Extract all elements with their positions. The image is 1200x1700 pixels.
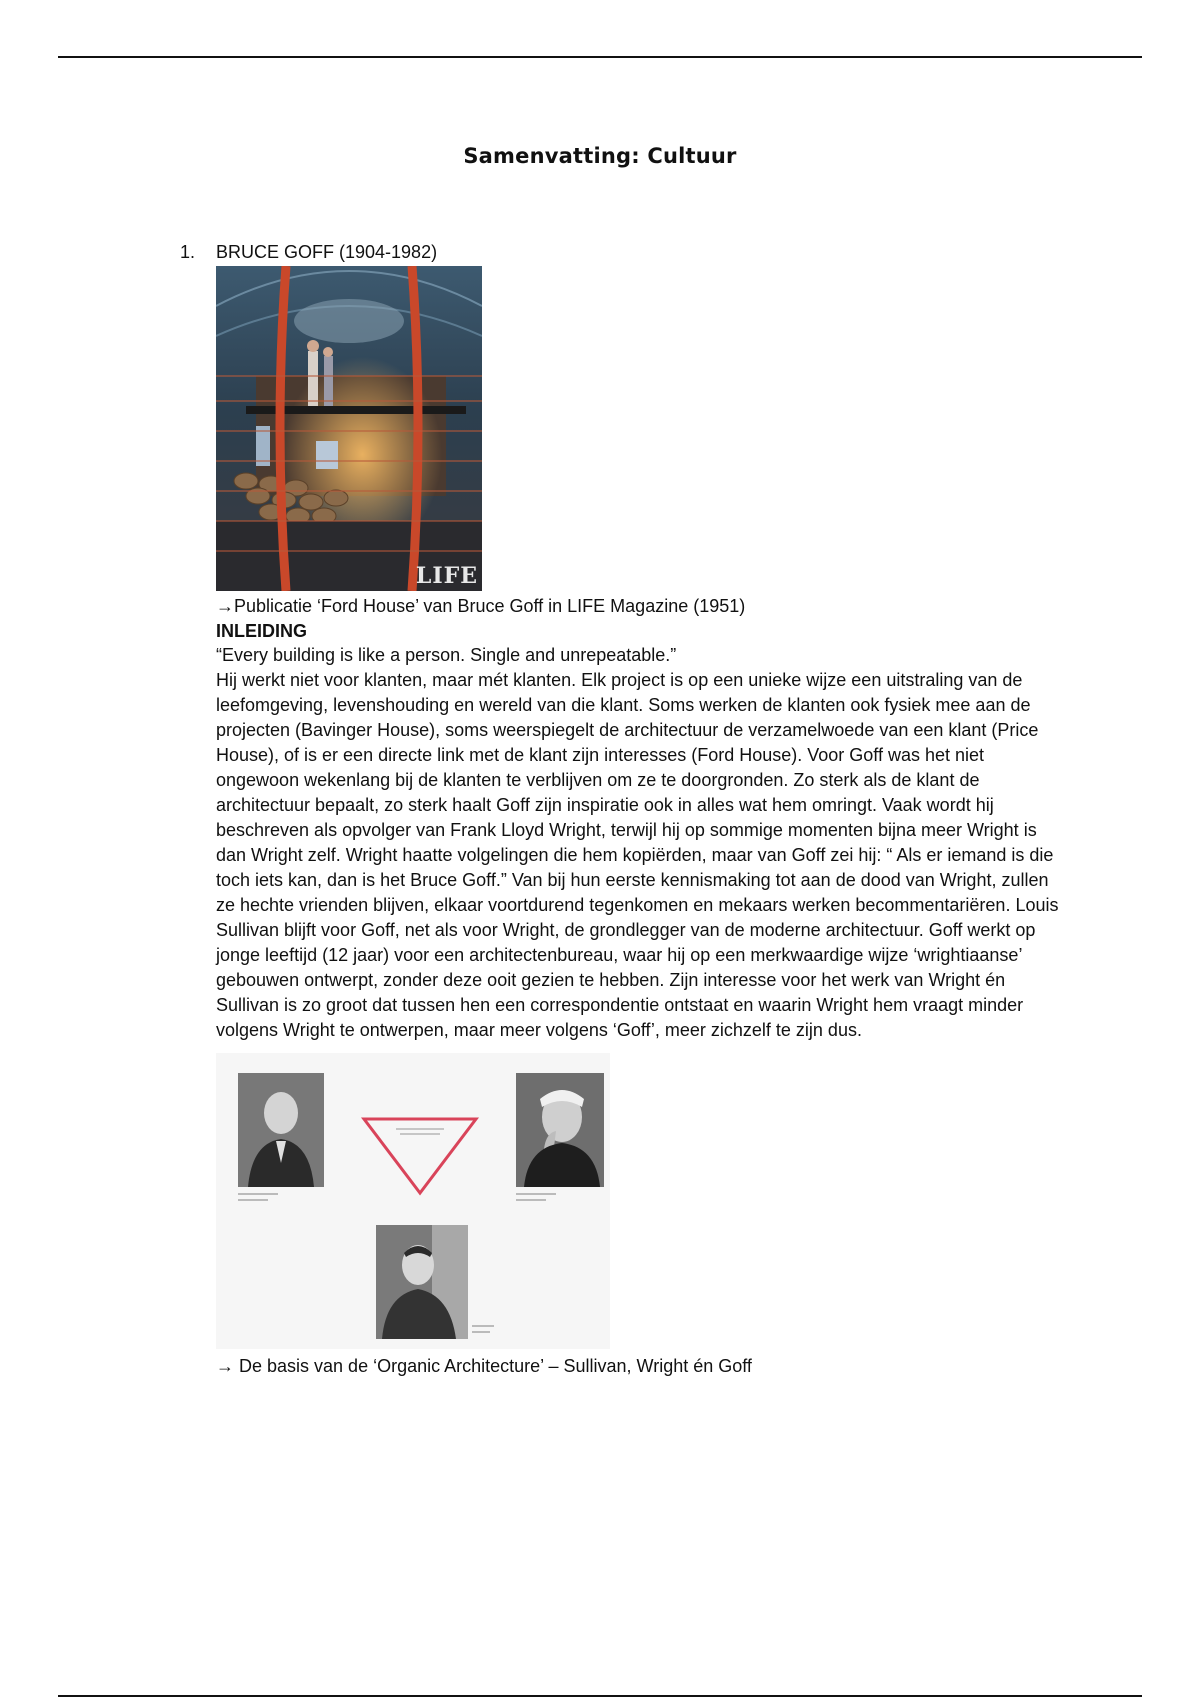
wright-portrait <box>516 1073 604 1187</box>
ford-house-photo <box>216 266 482 591</box>
intro-label: INLEIDING <box>216 621 308 641</box>
top-rule <box>58 56 1142 58</box>
page-title: Samenvatting: Cultuur <box>463 144 737 168</box>
photo-caption: →Publicatie ‘Ford House’ van Bruce Goff in LIFE Magazine (1951) <box>216 596 746 616</box>
life-watermark: LIFE <box>415 563 478 589</box>
section-number: 1. <box>180 242 196 262</box>
intro-paragraph: Hij werkt niet voor klanten, maar mét klanten. Elk project is op een unieke wijze een uitstraling van de leefomgeving, levenshouding en wereld van die klant. Soms werken de klanten ook fysiek mee aan de projecten (Bavinger House), soms weerspiegelt de architectuur de verzamelwoede van een klant (Price House), of is er een directe link met de klant zijn interesses (Ford House). Voor Goff was het niet ongewoon wekenlang bij de klanten te verblijven om ze te doorgronden. Zo sterk als de klant de architectuur bepaalt, zo sterk haalt Goff zijn inspiratie ook in alles wat hem omringt. Vaak wordt hij beschreven als opvolger van Frank Lloyd Wright, terwijl hij op sommige momenten bijna meer Wright is dan Wright zelf. Wright haatte volgelingen die hem kopiërden, maar van Goff zei hij: “ Als er iemand is die toch iets kan, dan is het Bruce Goff.” Van bij hun eerste kennismaking tot aan de dood van Wright, zullen ze hechte vrienden blijven, elkaar voortdurend tegenkomen en mekaars werken becommentariëren. Louis Sullivan blijft voor Goff, net als voor Wright, de grondlegger van de moderne architectuur. Goff werkt op jonge leeftijd (12 jaar) voor een architectenbureau, waar hij op een merkwaardige wijze ‘wrightiaanse’ gebouwen ontwerpt, zonder deze ooit gezien te hebben. Zijn interesse voor het werk van Wright én Sullivan is zo groot dat tussen hen een correspondentie ontstaat en waarin Wright hem vraagt minder volgens Wright te ontwerpen, maar meer volgens ‘Goff’, meer zichzelf te zijn dus. <box>216 670 1059 1040</box>
organic-architecture-collage <box>216 1053 610 1349</box>
section-title: BRUCE GOFF (1904-1982) <box>216 242 438 262</box>
triangle-graphic <box>360 1115 480 1197</box>
goff-portrait <box>376 1225 468 1339</box>
section-heading <box>180 240 1080 264</box>
bottom-rule <box>58 1695 1142 1697</box>
section-content <box>216 266 1076 1379</box>
collage-caption: → De basis van de ‘Organic Architecture’ – Sullivan, Wright én Goff <box>216 1356 752 1376</box>
intro-quote: “Every building is like a person. Single and unrepeatable.” <box>216 645 677 665</box>
sullivan-portrait <box>238 1073 324 1187</box>
